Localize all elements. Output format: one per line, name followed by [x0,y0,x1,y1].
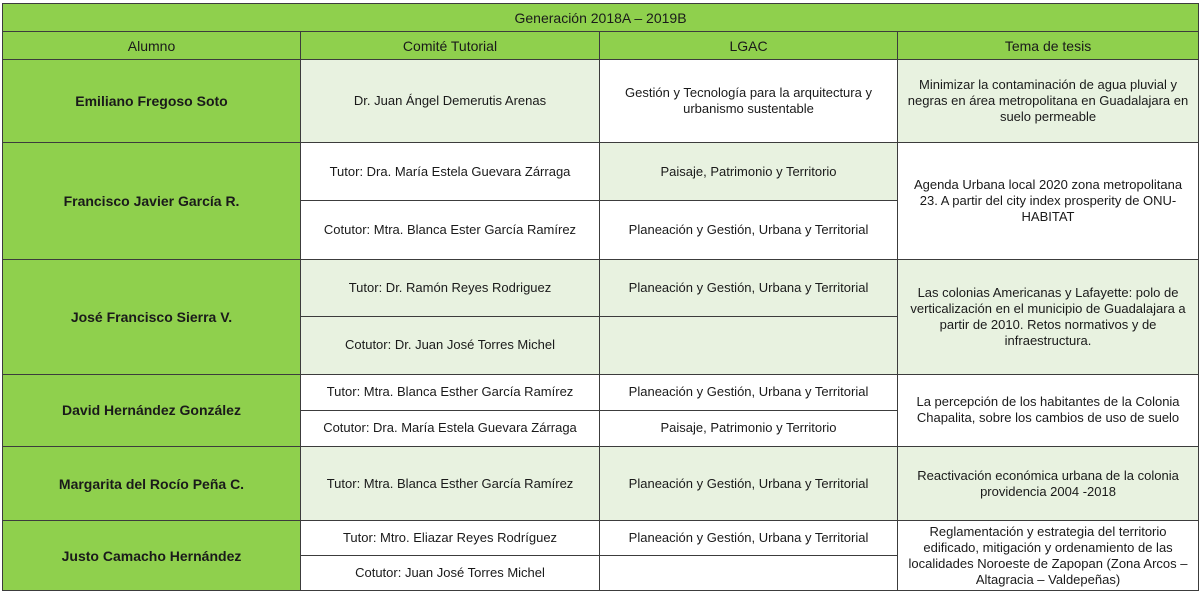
table-row [3,521,1199,556]
lgac-line: Paisaje, Patrimonio y Territorio [600,410,898,446]
lgac-line: Planeación y Gestión, Urbana y Territorial [600,521,898,556]
student-name: Francisco Javier García R. [3,142,301,259]
committee-member: Cotutor: Mtra. Blanca Ester García Ramírez [301,201,600,259]
committee-member: Cotutor: Juan José Torres Michel [301,556,600,591]
table-title: Generación 2018A – 2019B [3,4,1199,32]
table-row [3,60,1199,143]
thesis-topic: Agenda Urbana local 2020 zona metropolitana 23. A partir del city index prosperity de ONU-HABITAT [898,142,1199,259]
thesis-committee-table [2,3,1199,591]
thesis-topic: La percepción de los habitantes de la Colonia Chapalita, sobre los cambios de uso de suelo [898,374,1199,446]
committee-member: Tutor: Mtro. Eliazar Reyes Rodríguez [301,521,600,556]
thesis-topic: Reglamentación y estrategia del territorio edificado, mitigación y ordenamiento de las localidades Noroeste de Zapopan (Zona Arcos – Altagracia – Valdepeñas) [898,521,1199,591]
header-lgac: LGAC [600,32,898,60]
header-row [3,32,1199,60]
lgac-line: Planeación y Gestión, Urbana y Territorial [600,259,898,316]
header-student: Alumno [3,32,301,60]
table-row [3,446,1199,521]
student-name: Emiliano Fregoso Soto [3,60,301,143]
lgac-line: Planeación y Gestión, Urbana y Territorial [600,446,898,521]
lgac-line [600,317,898,374]
student-name: David Hernández González [3,374,301,446]
committee-member: Cotutor: Dr. Juan José Torres Michel [301,317,600,374]
table-row [3,374,1199,410]
student-name: José Francisco Sierra V. [3,259,301,374]
lgac-line: Planeación y Gestión, Urbana y Territorial [600,374,898,410]
committee-member: Tutor: Dra. María Estela Guevara Zárraga [301,142,600,200]
title-row [3,4,1199,32]
lgac-line: Gestión y Tecnología para la arquitectura y urbanismo sustentable [600,60,898,143]
thesis-topic: Minimizar la contaminación de agua pluvial y negras en área metropolitana en Guadalajara en suelo permeable [898,60,1199,143]
committee-member: Tutor: Dr. Ramón Reyes Rodriguez [301,259,600,316]
committee-member: Dr. Juan Ángel Demerutis Arenas [301,60,600,143]
lgac-line: Paisaje, Patrimonio y Territorio [600,142,898,200]
lgac-line: Planeación y Gestión, Urbana y Territorial [600,201,898,259]
student-name: Margarita del Rocío Peña C. [3,446,301,521]
header-committee: Comité Tutorial [301,32,600,60]
table-row [3,142,1199,200]
committee-member: Tutor: Mtra. Blanca Esther García Ramírez [301,374,600,410]
thesis-topic: Las colonias Americanas y Lafayette: polo de verticalización en el municipio de Guadalajara a partir de 2010. Retos normativos y de infraestructura. [898,259,1199,374]
thesis-topic: Reactivación económica urbana de la colonia providencia 2004 -2018 [898,446,1199,521]
table-row [3,259,1199,316]
header-thesis: Tema de tesis [898,32,1199,60]
committee-member: Tutor: Mtra. Blanca Esther García Ramírez [301,446,600,521]
student-name: Justo Camacho Hernández [3,521,301,591]
lgac-line [600,556,898,591]
committee-member: Cotutor: Dra. María Estela Guevara Zárraga [301,410,600,446]
